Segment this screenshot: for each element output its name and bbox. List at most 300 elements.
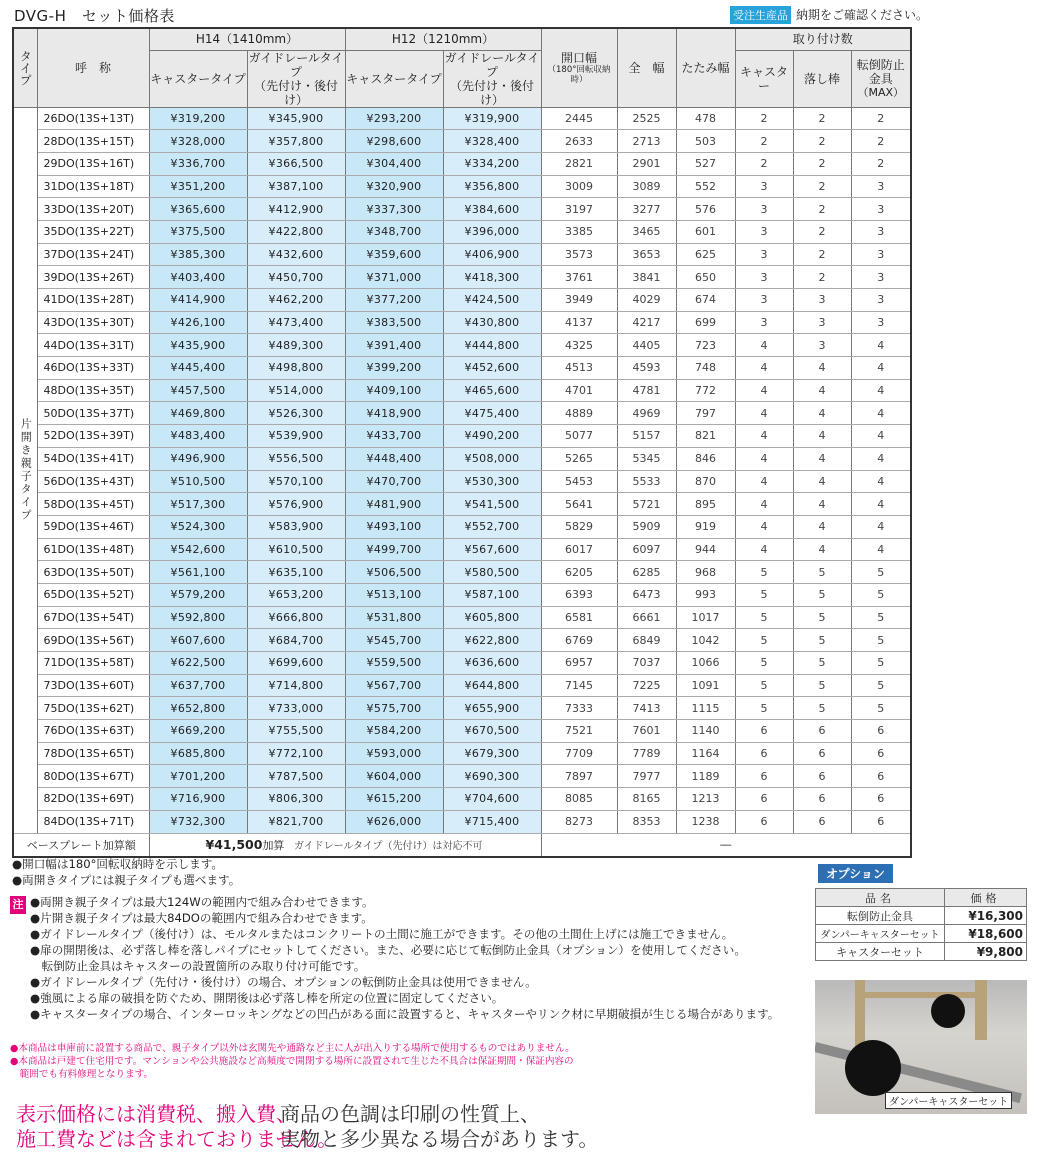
model-name: 67DO(13S+54T) — [37, 606, 149, 629]
table-row — [13, 515, 911, 538]
header-h12-caster: キャスタータイプ — [345, 50, 443, 107]
color-disclaimer-line: 商品の色調は印刷の性質上、 — [280, 1102, 540, 1126]
caution-line: ●ガイドレールタイプ（先付け・後付け）の場合、オプションの転倒防止金具は使用できません。 — [30, 975, 537, 989]
opening-width: 5829 — [541, 515, 617, 538]
header-install-count: 取り付け数 — [735, 28, 911, 50]
drop-bar-count: 6 — [793, 788, 851, 811]
option-row — [816, 925, 1027, 943]
photo-gate-post — [975, 980, 987, 1040]
opening-width: 3761 — [541, 266, 617, 289]
usage-notes — [10, 1042, 575, 1081]
full-width: 6849 — [617, 629, 676, 652]
price-h12-guide: ¥530,300 — [443, 470, 541, 493]
caster-count: 5 — [735, 652, 793, 675]
caster-count: 3 — [735, 243, 793, 266]
price-h14-guide: ¥610,500 — [247, 538, 345, 561]
price-h14-guide: ¥432,600 — [247, 243, 345, 266]
price-h14-caster: ¥701,200 — [149, 765, 247, 788]
price-h14-caster: ¥517,300 — [149, 493, 247, 516]
opening-width: 6393 — [541, 583, 617, 606]
price-h14-caster: ¥496,900 — [149, 447, 247, 470]
opening-width: 4137 — [541, 311, 617, 334]
option-row — [816, 943, 1027, 961]
model-name: 35DO(13S+22T) — [37, 220, 149, 243]
folded-width: 944 — [676, 538, 735, 561]
opening-width: 4889 — [541, 402, 617, 425]
price-h12-guide: ¥644,800 — [443, 674, 541, 697]
price-h14-caster: ¥385,300 — [149, 243, 247, 266]
stopper-count: 3 — [851, 266, 911, 289]
header-stopper-max: （MAX） — [857, 86, 905, 99]
folded-width: 527 — [676, 152, 735, 175]
price-table — [12, 27, 912, 858]
full-width: 7037 — [617, 652, 676, 675]
folded-width: 870 — [676, 470, 735, 493]
table-row — [13, 379, 911, 402]
caster-count: 5 — [735, 606, 793, 629]
drop-bar-count: 6 — [793, 810, 851, 833]
folded-width: 1238 — [676, 810, 735, 833]
stopper-count: 3 — [851, 198, 911, 221]
full-width: 3465 — [617, 220, 676, 243]
opening-width: 7333 — [541, 697, 617, 720]
options-label: オプション — [818, 864, 893, 883]
model-name: 26DO(13S+13T) — [37, 107, 149, 130]
folded-width: 601 — [676, 220, 735, 243]
table-row — [13, 742, 911, 765]
stopper-count: 4 — [851, 515, 911, 538]
drop-bar-count: 3 — [793, 311, 851, 334]
header-h12-guide — [443, 50, 541, 107]
table-row — [13, 425, 911, 448]
option-price: ¥9,800 — [945, 943, 1027, 961]
price-h12-guide: ¥605,800 — [443, 606, 541, 629]
table-row — [13, 334, 911, 357]
stopper-count: 3 — [851, 175, 911, 198]
full-width: 4969 — [617, 402, 676, 425]
model-name: 61DO(13S+48T) — [37, 538, 149, 561]
folded-width: 723 — [676, 334, 735, 357]
folded-width: 846 — [676, 447, 735, 470]
caster-count: 4 — [735, 402, 793, 425]
table-row — [13, 538, 911, 561]
header-type: タイプ — [13, 28, 37, 107]
price-h12-caster: ¥481,900 — [345, 493, 443, 516]
stopper-count: 3 — [851, 220, 911, 243]
option-row — [816, 907, 1027, 925]
price-h14-guide: ¥514,000 — [247, 379, 345, 402]
caster-count: 3 — [735, 198, 793, 221]
full-width: 4593 — [617, 357, 676, 380]
folded-width: 1189 — [676, 765, 735, 788]
price-h14-caster: ¥669,200 — [149, 720, 247, 743]
opening-width: 7709 — [541, 742, 617, 765]
caution-line: 転倒防止金具はキャスターの設置箇所のみ取り付け可能です。 — [30, 959, 366, 973]
price-h12-guide: ¥424,500 — [443, 289, 541, 312]
caster-count: 4 — [735, 447, 793, 470]
price-h12-caster: ¥506,500 — [345, 561, 443, 584]
base-plate-note: ガイドレールタイプ（先付け）は対応不可 — [293, 840, 483, 852]
price-h14-caster: ¥561,100 — [149, 561, 247, 584]
photo-caster-wheel — [931, 994, 965, 1028]
folded-width: 674 — [676, 289, 735, 312]
table-row — [13, 629, 911, 652]
price-h12-caster: ¥567,700 — [345, 674, 443, 697]
caster-count: 3 — [735, 266, 793, 289]
price-h14-guide: ¥684,700 — [247, 629, 345, 652]
price-h12-caster: ¥304,400 — [345, 152, 443, 175]
price-h14-caster: ¥351,200 — [149, 175, 247, 198]
model-name: 37DO(13S+24T) — [37, 243, 149, 266]
table-row — [13, 674, 911, 697]
folded-width: 1091 — [676, 674, 735, 697]
price-h12-guide: ¥319,900 — [443, 107, 541, 130]
price-h14-guide: ¥714,800 — [247, 674, 345, 697]
model-name: 56DO(13S+43T) — [37, 470, 149, 493]
full-width: 2525 — [617, 107, 676, 130]
price-h12-guide: ¥444,800 — [443, 334, 541, 357]
drop-bar-count: 2 — [793, 130, 851, 153]
price-h14-caster: ¥457,500 — [149, 379, 247, 402]
note-line: ●開口幅は180°回転収納時を示します。 — [12, 857, 224, 871]
full-width: 4405 — [617, 334, 676, 357]
price-h14-guide: ¥473,400 — [247, 311, 345, 334]
stopper-count: 2 — [851, 130, 911, 153]
stopper-count: 3 — [851, 243, 911, 266]
model-name: 46DO(13S+33T) — [37, 357, 149, 380]
model-name: 43DO(13S+30T) — [37, 311, 149, 334]
price-h14-caster: ¥328,000 — [149, 130, 247, 153]
price-h14-caster: ¥336,700 — [149, 152, 247, 175]
price-h12-caster: ¥499,700 — [345, 538, 443, 561]
opening-width: 5077 — [541, 425, 617, 448]
folded-width: 478 — [676, 107, 735, 130]
base-plate-dash: ― — [541, 833, 911, 857]
full-width: 7413 — [617, 697, 676, 720]
model-name: 29DO(13S+16T) — [37, 152, 149, 175]
table-row — [13, 720, 911, 743]
opening-width: 3949 — [541, 289, 617, 312]
photo-caster-wheel — [845, 1040, 901, 1096]
model-name: 39DO(13S+26T) — [37, 266, 149, 289]
price-h14-caster: ¥579,200 — [149, 583, 247, 606]
price-h14-guide: ¥653,200 — [247, 583, 345, 606]
caster-count: 3 — [735, 289, 793, 312]
price-h12-caster: ¥391,400 — [345, 334, 443, 357]
caster-count: 2 — [735, 130, 793, 153]
opening-width: 8273 — [541, 810, 617, 833]
options-table — [815, 888, 1027, 961]
caster-count: 2 — [735, 107, 793, 130]
drop-bar-count: 4 — [793, 402, 851, 425]
photo-gate-post — [855, 980, 865, 1050]
base-plate-price: ¥41,500 — [205, 836, 263, 852]
drop-bar-count: 2 — [793, 243, 851, 266]
drop-bar-count: 6 — [793, 765, 851, 788]
model-name: 44DO(13S+31T) — [37, 334, 149, 357]
opening-width: 3009 — [541, 175, 617, 198]
header-guide-sub: （先付け・後付け） — [449, 78, 534, 107]
table-row — [13, 402, 911, 425]
table-row — [13, 470, 911, 493]
stopper-count: 4 — [851, 334, 911, 357]
price-h14-guide: ¥570,100 — [247, 470, 345, 493]
stopper-count: 4 — [851, 379, 911, 402]
price-h12-guide: ¥704,600 — [443, 788, 541, 811]
price-h12-caster: ¥383,500 — [345, 311, 443, 334]
caution-line: ●片開き親子タイプは最大84DOの範囲内で組み合わせできます。 — [30, 911, 373, 925]
header-h14: H14（1410mm） — [149, 28, 345, 50]
price-h14-guide: ¥422,800 — [247, 220, 345, 243]
model-name: 58DO(13S+45T) — [37, 493, 149, 516]
stopper-count: 6 — [851, 810, 911, 833]
drop-bar-count: 5 — [793, 606, 851, 629]
price-h14-caster: ¥607,600 — [149, 629, 247, 652]
price-h12-guide: ¥406,900 — [443, 243, 541, 266]
price-h14-caster: ¥524,300 — [149, 515, 247, 538]
table-row — [13, 152, 911, 175]
caster-count: 6 — [735, 810, 793, 833]
note-line: ●両開きタイプには親子タイプも選べます。 — [12, 873, 241, 887]
price-h12-caster: ¥575,700 — [345, 697, 443, 720]
full-width: 6473 — [617, 583, 676, 606]
caution-line: ●両開き親子タイプは最大124Wの範囲内で組み合わせできます。 — [30, 895, 374, 909]
opening-width: 7521 — [541, 720, 617, 743]
price-h14-caster: ¥445,400 — [149, 357, 247, 380]
drop-bar-count: 4 — [793, 515, 851, 538]
drop-bar-count: 4 — [793, 538, 851, 561]
drop-bar-count: 5 — [793, 629, 851, 652]
folded-width: 821 — [676, 425, 735, 448]
drop-bar-count: 5 — [793, 697, 851, 720]
drop-bar-count: 4 — [793, 357, 851, 380]
drop-bar-count: 6 — [793, 742, 851, 765]
tax-disclaimer-line: 施工費などは含まれておりません。 — [16, 1127, 338, 1151]
stopper-count: 5 — [851, 606, 911, 629]
price-h12-caster: ¥409,100 — [345, 379, 443, 402]
model-name: 48DO(13S+35T) — [37, 379, 149, 402]
price-h14-caster: ¥652,800 — [149, 697, 247, 720]
price-h12-guide: ¥679,300 — [443, 742, 541, 765]
caution-line: ●キャスタータイプの場合、インターロッキングなどの凹凸がある面に設置すると、キャスターやリンク材に早期破損が生じる場合があります。 — [30, 1007, 780, 1021]
price-h14-guide: ¥556,500 — [247, 447, 345, 470]
full-width: 5533 — [617, 470, 676, 493]
caution-line: ●ガイドレールタイプ（後付け）は、モルタルまたはコンクリートの土間に施工ができます。その他の土間仕上げには施工できません。 — [30, 927, 734, 941]
table-row — [13, 561, 911, 584]
price-h12-guide: ¥552,700 — [443, 515, 541, 538]
drop-bar-count: 3 — [793, 289, 851, 312]
full-width: 5345 — [617, 447, 676, 470]
table-row — [13, 175, 911, 198]
price-h14-guide: ¥366,500 — [247, 152, 345, 175]
opening-width: 6957 — [541, 652, 617, 675]
opening-width: 6581 — [541, 606, 617, 629]
price-h14-caster: ¥592,800 — [149, 606, 247, 629]
header-h14-caster: キャスタータイプ — [149, 50, 247, 107]
header-full-width: 全 幅 — [617, 28, 676, 107]
table-row — [13, 289, 911, 312]
opening-width: 2821 — [541, 152, 617, 175]
table-row — [13, 493, 911, 516]
price-h12-caster: ¥559,500 — [345, 652, 443, 675]
model-name: 54DO(13S+41T) — [37, 447, 149, 470]
price-h12-caster: ¥433,700 — [345, 425, 443, 448]
stopper-count: 4 — [851, 538, 911, 561]
price-h14-guide: ¥526,300 — [247, 402, 345, 425]
price-h12-guide: ¥655,900 — [443, 697, 541, 720]
model-name: 80DO(13S+67T) — [37, 765, 149, 788]
price-h14-guide: ¥635,100 — [247, 561, 345, 584]
folded-width: 625 — [676, 243, 735, 266]
price-h14-caster: ¥622,500 — [149, 652, 247, 675]
caster-count: 4 — [735, 357, 793, 380]
price-h12-caster: ¥298,600 — [345, 130, 443, 153]
folded-width: 1164 — [676, 742, 735, 765]
drop-bar-count: 2 — [793, 175, 851, 198]
table-row — [13, 810, 911, 833]
folded-width: 1042 — [676, 629, 735, 652]
price-h12-caster: ¥584,200 — [345, 720, 443, 743]
model-name: 75DO(13S+62T) — [37, 697, 149, 720]
caster-count: 5 — [735, 561, 793, 584]
full-width: 5909 — [617, 515, 676, 538]
table-row — [13, 606, 911, 629]
full-width: 7789 — [617, 742, 676, 765]
option-name: ダンパーキャスターセット — [816, 925, 945, 943]
tax-disclaimer-line: 表示価格には消費税、搬入費、 — [16, 1102, 296, 1126]
full-width: 4029 — [617, 289, 676, 312]
drop-bar-count: 6 — [793, 720, 851, 743]
price-h12-guide: ¥567,600 — [443, 538, 541, 561]
stopper-count: 2 — [851, 152, 911, 175]
caution-line: ●扉の開閉後は、必ず落し棒を落しパイプにセットしてください。また、必要に応じて転倒防止金具（オプション）を使用してください。 — [30, 943, 746, 957]
folded-width: 993 — [676, 583, 735, 606]
price-h14-caster: ¥542,600 — [149, 538, 247, 561]
options-header-name: 品名 — [816, 889, 945, 907]
caution-mark: 注 — [10, 896, 26, 914]
price-h12-guide: ¥715,400 — [443, 810, 541, 833]
damper-caster-photo — [815, 980, 1027, 1114]
price-h12-guide: ¥508,000 — [443, 447, 541, 470]
price-h12-caster: ¥399,200 — [345, 357, 443, 380]
price-h12-caster: ¥320,900 — [345, 175, 443, 198]
price-h14-guide: ¥576,900 — [247, 493, 345, 516]
drop-bar-count: 5 — [793, 652, 851, 675]
table-row — [13, 652, 911, 675]
photo-gate-frame — [855, 992, 987, 998]
folded-width: 895 — [676, 493, 735, 516]
stopper-count: 4 — [851, 357, 911, 380]
price-h14-caster: ¥483,400 — [149, 425, 247, 448]
color-disclaimer-line: 実物と多少異なる場合があります。 — [280, 1127, 599, 1151]
price-h12-guide: ¥430,800 — [443, 311, 541, 334]
folded-width: 576 — [676, 198, 735, 221]
opening-width: 7145 — [541, 674, 617, 697]
price-h14-caster: ¥435,900 — [149, 334, 247, 357]
caster-count: 3 — [735, 311, 793, 334]
price-h14-guide: ¥357,800 — [247, 130, 345, 153]
full-width: 3089 — [617, 175, 676, 198]
base-plate-cell — [149, 833, 541, 857]
caution-list — [30, 894, 779, 1022]
price-h14-caster: ¥365,600 — [149, 198, 247, 221]
table-row — [13, 107, 911, 130]
model-name: 69DO(13S+56T) — [37, 629, 149, 652]
price-h12-caster: ¥545,700 — [345, 629, 443, 652]
model-name: 71DO(13S+58T) — [37, 652, 149, 675]
price-h12-caster: ¥531,800 — [345, 606, 443, 629]
price-h12-caster: ¥513,100 — [345, 583, 443, 606]
drop-bar-count: 4 — [793, 425, 851, 448]
drop-bar-count: 2 — [793, 107, 851, 130]
price-h12-caster: ¥293,200 — [345, 107, 443, 130]
base-plate-unit: 加算 — [262, 838, 285, 852]
drop-bar-count: 4 — [793, 447, 851, 470]
folded-width: 772 — [676, 379, 735, 402]
option-name: キャスターセット — [816, 943, 945, 961]
header-stopper-label: 転倒防止金具 — [856, 58, 905, 86]
header-guide-label: ガイドレールタイプ — [248, 50, 344, 79]
header-name: 呼 称 — [37, 28, 149, 107]
price-h12-caster: ¥377,200 — [345, 289, 443, 312]
full-width: 6285 — [617, 561, 676, 584]
folded-width: 699 — [676, 311, 735, 334]
price-h12-guide: ¥475,400 — [443, 402, 541, 425]
header-h12: H12（1210mm） — [345, 28, 541, 50]
price-h12-guide: ¥452,600 — [443, 357, 541, 380]
price-h14-guide: ¥498,800 — [247, 357, 345, 380]
caster-count: 3 — [735, 175, 793, 198]
full-width: 3653 — [617, 243, 676, 266]
drop-bar-count: 5 — [793, 561, 851, 584]
full-width: 7225 — [617, 674, 676, 697]
stopper-count: 5 — [851, 697, 911, 720]
price-h14-guide: ¥806,300 — [247, 788, 345, 811]
stopper-count: 4 — [851, 402, 911, 425]
table-row — [13, 266, 911, 289]
price-h12-guide: ¥396,000 — [443, 220, 541, 243]
model-name: 82DO(13S+69T) — [37, 788, 149, 811]
caster-count: 5 — [735, 697, 793, 720]
color-disclaimer — [280, 1102, 598, 1152]
drop-bar-count: 4 — [793, 470, 851, 493]
caster-count: 6 — [735, 742, 793, 765]
stopper-count: 4 — [851, 470, 911, 493]
folded-width: 552 — [676, 175, 735, 198]
price-h14-caster: ¥637,700 — [149, 674, 247, 697]
price-h14-caster: ¥426,100 — [149, 311, 247, 334]
price-h12-guide: ¥587,100 — [443, 583, 541, 606]
price-h14-caster: ¥414,900 — [149, 289, 247, 312]
price-h14-guide: ¥666,800 — [247, 606, 345, 629]
model-name: 33DO(13S+20T) — [37, 198, 149, 221]
price-h12-guide: ¥334,200 — [443, 152, 541, 175]
price-h12-caster: ¥448,400 — [345, 447, 443, 470]
price-h12-guide: ¥490,200 — [443, 425, 541, 448]
model-name: 52DO(13S+39T) — [37, 425, 149, 448]
caster-count: 4 — [735, 493, 793, 516]
price-h12-caster: ¥371,000 — [345, 266, 443, 289]
opening-width: 4513 — [541, 357, 617, 380]
folded-width: 919 — [676, 515, 735, 538]
price-h14-caster: ¥510,500 — [149, 470, 247, 493]
price-h12-caster: ¥604,000 — [345, 765, 443, 788]
model-name: 63DO(13S+50T) — [37, 561, 149, 584]
full-width: 5157 — [617, 425, 676, 448]
price-h12-guide: ¥541,500 — [443, 493, 541, 516]
table-row — [13, 583, 911, 606]
stopper-count: 3 — [851, 289, 911, 312]
